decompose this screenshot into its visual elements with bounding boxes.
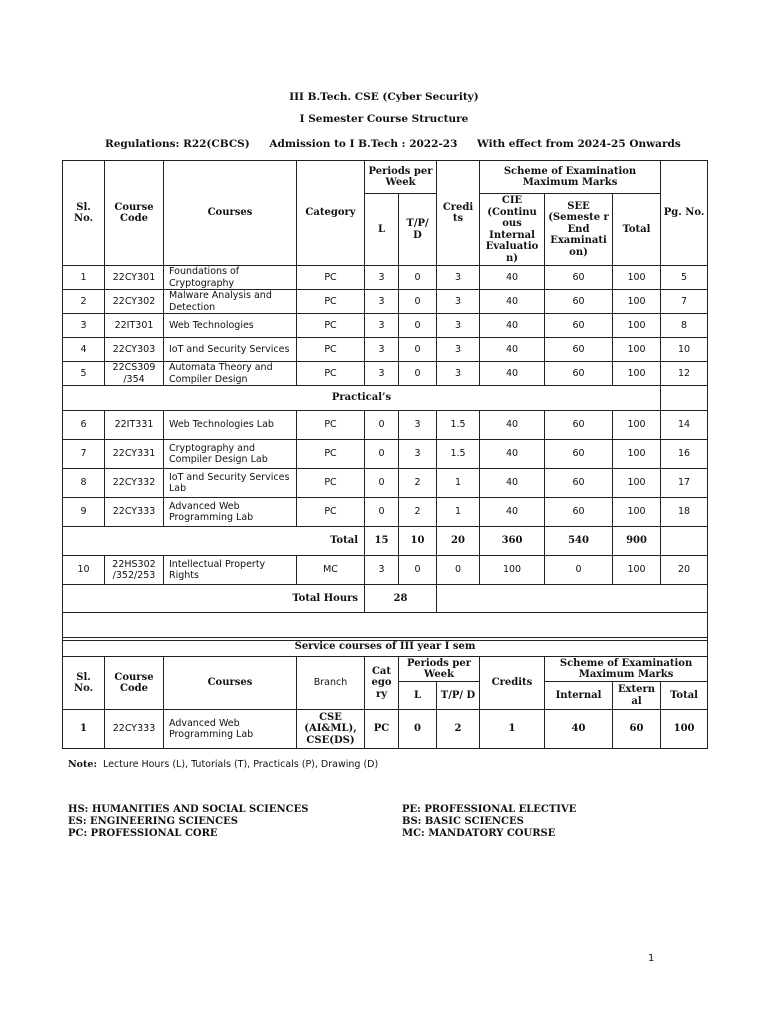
header-l: L: [365, 194, 399, 266]
svc-course-cell: Advanced Web Programming Lab: [164, 710, 297, 749]
credits-cell: 3: [437, 338, 480, 362]
total-cell: 100: [613, 440, 661, 469]
empty-cell: [661, 527, 708, 556]
cie-cell: 40: [480, 314, 545, 338]
total-label: Total: [63, 527, 365, 556]
abbreviation-item: HS: HUMANITIES AND SOCIAL SCIENCES: [68, 804, 309, 815]
see-cell: 60: [545, 411, 613, 440]
see-cell: 60: [545, 290, 613, 314]
code-cell: 22CY331: [105, 440, 164, 469]
credits-cell: 1.5: [437, 440, 480, 469]
svc-header-scheme: Scheme of Examination Maximum Marks: [545, 657, 708, 682]
cie-cell: 40: [480, 469, 545, 498]
see-cell: 0: [545, 556, 613, 585]
page-cell: 20: [661, 556, 708, 585]
svc-tpd-cell: 2: [437, 710, 480, 749]
category-cell: MC: [297, 556, 365, 585]
course-cell: IoT and Security Services: [164, 338, 297, 362]
see-cell: 60: [545, 498, 613, 527]
credits-cell: 1.5: [437, 411, 480, 440]
l-cell: 3: [365, 266, 399, 290]
tpd-cell: 0: [399, 338, 437, 362]
see-cell: 60: [545, 440, 613, 469]
header-category: Category: [297, 161, 365, 266]
code-cell: 22CY302: [105, 290, 164, 314]
svc-internal-cell: 40: [545, 710, 613, 749]
course-cell: Automata Theory and Compiler Design: [164, 362, 297, 386]
code-cell: 22CY332: [105, 469, 164, 498]
see-cell: 60: [545, 362, 613, 386]
total-row: [63, 527, 708, 556]
tpd-cell: 0: [399, 266, 437, 290]
page-cell: 8: [661, 314, 708, 338]
cie-cell: 40: [480, 362, 545, 386]
svc-header-courses: Courses: [164, 657, 297, 710]
svc-l-cell: 0: [399, 710, 437, 749]
l-cell: 0: [365, 411, 399, 440]
page-cell: 10: [661, 338, 708, 362]
credits-cell: 1: [437, 469, 480, 498]
tpd-cell: 0: [399, 362, 437, 386]
page-number: 1: [648, 953, 655, 964]
see-cell: 60: [545, 266, 613, 290]
svc-header-l: L: [399, 682, 437, 710]
abbreviation-item: ES: ENGINEERING SCIENCES: [68, 816, 238, 827]
svc-header-credits: Credits: [480, 657, 545, 710]
total-hours-value: 28: [365, 585, 437, 613]
category-cell: PC: [297, 314, 365, 338]
table-row: [63, 411, 708, 440]
cie-cell: 40: [480, 440, 545, 469]
svc-credits-cell: 1: [480, 710, 545, 749]
category-cell: PC: [297, 338, 365, 362]
tpd-cell: 0: [399, 290, 437, 314]
category-cell: PC: [297, 362, 365, 386]
abbreviation-item: PC: PROFESSIONAL CORE: [68, 828, 218, 839]
tpd-cell: 3: [399, 440, 437, 469]
svc-header-periods: Periods per Week: [399, 657, 480, 682]
header-sl-no: Sl. No.: [63, 161, 105, 266]
table-row: [63, 290, 708, 314]
see-cell: 60: [545, 469, 613, 498]
total-cell: 100: [613, 498, 661, 527]
see-cell: 60: [545, 338, 613, 362]
credits-cell: 3: [437, 362, 480, 386]
sl-cell: 6: [63, 411, 105, 440]
note-text: Lecture Hours (L), Tutorials (T), Practicals (P), Drawing (D): [102, 759, 379, 770]
sl-cell: 7: [63, 440, 105, 469]
sl-cell: 9: [63, 498, 105, 527]
total-cell: 100: [613, 266, 661, 290]
code-cell: 22CY333: [105, 498, 164, 527]
effect-text: With effect from 2024-25 Onwards: [477, 138, 681, 150]
header-tpd: T/P/ D: [399, 194, 437, 266]
document-subtitle: I Semester Course Structure: [299, 113, 469, 125]
total-cell: 100: [613, 469, 661, 498]
svc-header-course-code: Course Code: [105, 657, 164, 710]
course-cell: IoT and Security Services Lab: [164, 469, 297, 498]
code-cell: 22CY301: [105, 266, 164, 290]
l-cell: 0: [365, 469, 399, 498]
cie-cell: 40: [480, 498, 545, 527]
code-cell: 22CS309 /354: [105, 362, 164, 386]
svc-header-internal: Internal: [545, 682, 613, 710]
total-total: 900: [613, 527, 661, 556]
svc-header-tpd: T/P/ D: [437, 682, 480, 710]
practicals-heading: Practical’s: [63, 386, 661, 411]
table-row: [63, 710, 708, 749]
course-cell: Cryptography and Compiler Design Lab: [164, 440, 297, 469]
tpd-cell: 3: [399, 411, 437, 440]
table-row: [63, 266, 708, 290]
credits-cell: 3: [437, 290, 480, 314]
header-credits: Credi ts: [437, 161, 480, 266]
total-cell: 100: [613, 362, 661, 386]
total-see: 540: [545, 527, 613, 556]
sl-cell: 8: [63, 469, 105, 498]
header-total: Total: [613, 194, 661, 266]
category-cell: PC: [297, 411, 365, 440]
l-cell: 0: [365, 498, 399, 527]
abbreviation-item: BS: BASIC SCIENCES: [402, 816, 524, 827]
l-cell: 3: [365, 314, 399, 338]
svc-header-branch: Branch: [297, 657, 365, 710]
cie-cell: 40: [480, 290, 545, 314]
page-cell: 7: [661, 290, 708, 314]
code-cell: 22IT331: [105, 411, 164, 440]
page-cell: 14: [661, 411, 708, 440]
total-l: 15: [365, 527, 399, 556]
course-cell: Malware Analysis and Detection: [164, 290, 297, 314]
tpd-cell: 0: [399, 556, 437, 585]
svc-header-category: Cat ego ry: [365, 657, 399, 710]
table-row: [63, 314, 708, 338]
empty-cell: [661, 386, 708, 411]
category-cell: PC: [297, 469, 365, 498]
total-cell: 100: [613, 338, 661, 362]
credits-cell: 3: [437, 266, 480, 290]
header-periods: Periods per Week: [365, 161, 437, 194]
total-cell: 100: [613, 290, 661, 314]
course-cell: Advanced Web Programming Lab: [164, 498, 297, 527]
category-cell: PC: [297, 440, 365, 469]
sl-cell: 3: [63, 314, 105, 338]
table-row: [63, 469, 708, 498]
svc-code-cell: 22CY333: [105, 710, 164, 749]
code-cell: 22HS302 /352/253: [105, 556, 164, 585]
category-cell: PC: [297, 290, 365, 314]
table-row: [63, 498, 708, 527]
regulations-text: Regulations: R22(CBCS): [105, 138, 250, 150]
course-structure-table: [62, 160, 708, 641]
service-courses-table: [62, 637, 708, 749]
l-cell: 3: [365, 362, 399, 386]
regulations-line: [105, 138, 697, 150]
svc-total-cell: 100: [661, 710, 708, 749]
page-cell: 18: [661, 498, 708, 527]
sl-cell: 10: [63, 556, 105, 585]
total-cie: 360: [480, 527, 545, 556]
code-cell: 22IT301: [105, 314, 164, 338]
course-cell: Intellectual Property Rights: [164, 556, 297, 585]
cie-cell: 40: [480, 411, 545, 440]
page-cell: 5: [661, 266, 708, 290]
code-cell: 22CY303: [105, 338, 164, 362]
sl-cell: 2: [63, 290, 105, 314]
l-cell: 3: [365, 338, 399, 362]
table-row: [63, 556, 708, 585]
svc-header-total: Total: [661, 682, 708, 710]
document-title: III B.Tech. CSE (Cyber Security): [289, 91, 479, 103]
note-line: [68, 759, 378, 770]
admission-text: Admission to I B.Tech : 2022-23: [269, 138, 458, 150]
l-cell: 3: [365, 556, 399, 585]
total-cell: 100: [613, 411, 661, 440]
see-cell: 60: [545, 314, 613, 338]
total-cell: 100: [613, 556, 661, 585]
cie-cell: 40: [480, 338, 545, 362]
empty-cell: [437, 585, 708, 613]
l-cell: 3: [365, 290, 399, 314]
page-cell: 16: [661, 440, 708, 469]
header-course-code: Course Code: [105, 161, 164, 266]
tpd-cell: 0: [399, 314, 437, 338]
sl-cell: 4: [63, 338, 105, 362]
abbreviation-item: PE: PROFESSIONAL ELECTIVE: [402, 804, 577, 815]
abbreviations-left: [68, 804, 308, 840]
header-scheme: Scheme of Examination Maximum Marks: [480, 161, 661, 194]
total-tpd: 10: [399, 527, 437, 556]
credits-cell: 1: [437, 498, 480, 527]
total-credits: 20: [437, 527, 480, 556]
service-title: Service courses of III year I sem: [63, 638, 708, 657]
table-row: [63, 338, 708, 362]
page-cell: 12: [661, 362, 708, 386]
header-courses: Courses: [164, 161, 297, 266]
total-hours-label: Total Hours: [63, 585, 365, 613]
cie-cell: 40: [480, 266, 545, 290]
svc-header-external: Extern al: [613, 682, 661, 710]
svc-branch-cell: CSE (AI&ML), CSE(DS): [297, 710, 365, 749]
sl-cell: 5: [63, 362, 105, 386]
course-cell: Foundations of Cryptography: [164, 266, 297, 290]
table-row: [63, 440, 708, 469]
abbreviation-item: MC: MANDATORY COURSE: [402, 828, 556, 839]
svc-sl-cell: 1: [63, 710, 105, 749]
header-cie: CIE (Continu ous Internal Evaluatio n): [480, 194, 545, 266]
svc-external-cell: 60: [613, 710, 661, 749]
total-hours-row: [63, 585, 708, 613]
category-cell: PC: [297, 266, 365, 290]
tpd-cell: 2: [399, 498, 437, 527]
svc-category-cell: PC: [365, 710, 399, 749]
page-cell: 17: [661, 469, 708, 498]
practicals-heading-row: [63, 386, 708, 411]
l-cell: 0: [365, 440, 399, 469]
credits-cell: 0: [437, 556, 480, 585]
total-cell: 100: [613, 314, 661, 338]
header-see: SEE (Semeste r End Examinati on): [545, 194, 613, 266]
sl-cell: 1: [63, 266, 105, 290]
tpd-cell: 2: [399, 469, 437, 498]
abbreviations-right: [402, 804, 576, 840]
cie-cell: 100: [480, 556, 545, 585]
category-cell: PC: [297, 498, 365, 527]
svc-header-sl-no: Sl. No.: [63, 657, 105, 710]
course-cell: Web Technologies Lab: [164, 411, 297, 440]
table-row: [63, 362, 708, 386]
header-page-no: Pg. No.: [661, 161, 708, 266]
credits-cell: 3: [437, 314, 480, 338]
note-label: Note:: [68, 759, 97, 770]
course-cell: Web Technologies: [164, 314, 297, 338]
